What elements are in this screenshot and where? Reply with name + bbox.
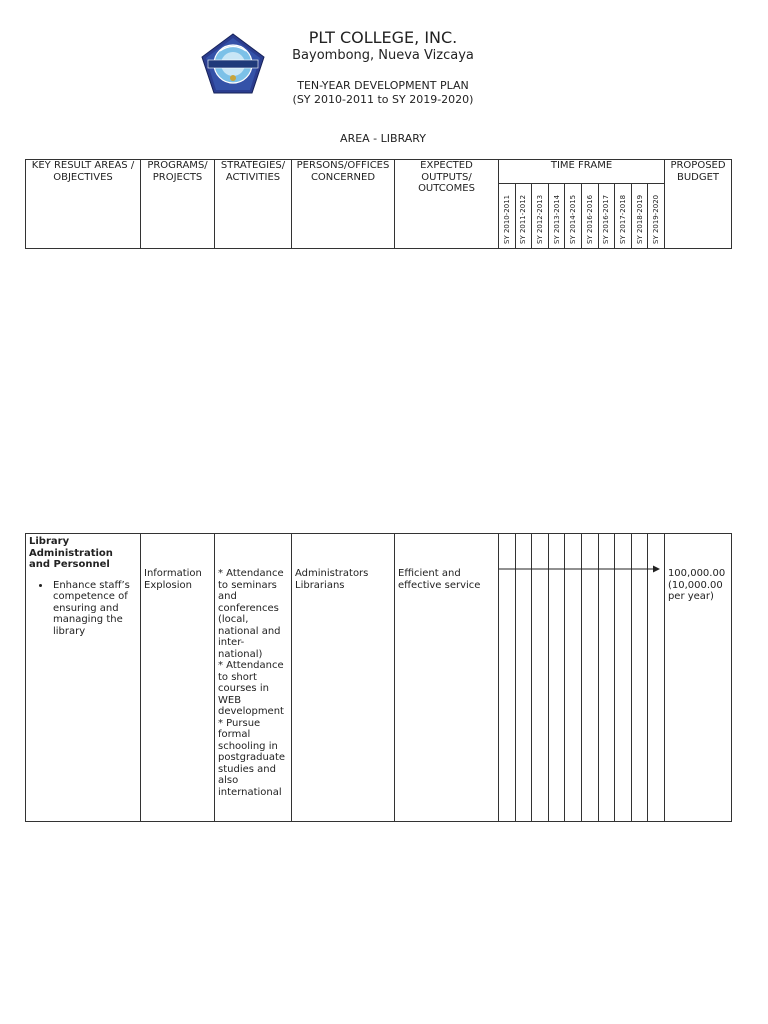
college-logo: [200, 33, 266, 95]
college-name: PLT COLLEGE, INC.: [308, 28, 458, 47]
year-column-header: SY 2011-2012: [515, 184, 532, 249]
plan-row-table: [25, 533, 732, 822]
time-frame-cell: [499, 534, 516, 822]
time-frame-cell: [532, 534, 549, 822]
budget-cell: 100,000.00 (10,000.00 per year): [664, 534, 731, 822]
plan-period: (SY 2010-2011 to SY 2019-2020): [292, 93, 474, 106]
year-column-header: SY 2019-2020: [648, 184, 665, 249]
header-persons: PERSONS/OFFICES CONCERNED: [292, 160, 395, 249]
area-title: AREA - LIBRARY: [340, 132, 426, 145]
kra-objectives: [29, 580, 137, 638]
time-frame-cell: [648, 534, 665, 822]
header-outputs: EXPECTED OUTPUTS/ OUTCOMES: [395, 160, 499, 249]
time-frame-cell: [548, 534, 565, 822]
persons-cell: Administrators Librarians: [292, 534, 395, 822]
header-kra: KEY RESULT AREAS / OBJECTIVES: [26, 160, 141, 249]
year-column-header: SY 2016-2016: [581, 184, 598, 249]
time-frame-cell: [565, 534, 582, 822]
time-frame-cell: [581, 534, 598, 822]
header-time-frame: TIME FRAME: [499, 160, 665, 184]
strategies-cell: * Attendance to seminars and conferences (local, national and inter-national) * Attendance to short courses in WEB development * Pursue formal schooling in postgraduate studies and also international: [215, 534, 292, 822]
time-frame-cell: [615, 534, 632, 822]
program-cell: Information Explosion: [141, 534, 215, 822]
year-column-header: SY 2018-2019: [631, 184, 648, 249]
plan-header-table: [25, 159, 732, 249]
header-programs: PROGRAMS/ PROJECTS: [141, 160, 215, 249]
year-column-header: SY 2016-2017: [598, 184, 615, 249]
year-column-header: SY 2017-2018: [615, 184, 632, 249]
college-seal-icon: [200, 33, 266, 95]
header-strategies: STRATEGIES/ ACTIVITIES: [215, 160, 292, 249]
time-frame-cell: [598, 534, 615, 822]
time-frame-cell: [631, 534, 648, 822]
time-frame-cell: [515, 534, 532, 822]
time-frame-arrow-icon: [499, 563, 661, 575]
outputs-cell: Efficient and effective service: [395, 534, 499, 822]
year-column-header: SY 2013-2014: [548, 184, 565, 249]
year-column-header: SY 2014-2015: [565, 184, 582, 249]
kra-cell: [26, 534, 141, 822]
kra-objective: • Enhance staff’s competence of ensuring and managing the library: [51, 580, 137, 638]
plan-title: TEN-YEAR DEVELOPMENT PLAN: [297, 79, 469, 92]
year-column-header: SY 2010-2011: [499, 184, 516, 249]
kra-title: Library Administration and Personnel: [29, 536, 113, 570]
header-budget: PROPOSED BUDGET: [665, 160, 732, 249]
year-column-header: SY 2012-2013: [532, 184, 549, 249]
college-location: Bayombong, Nueva Vizcaya: [292, 48, 474, 63]
